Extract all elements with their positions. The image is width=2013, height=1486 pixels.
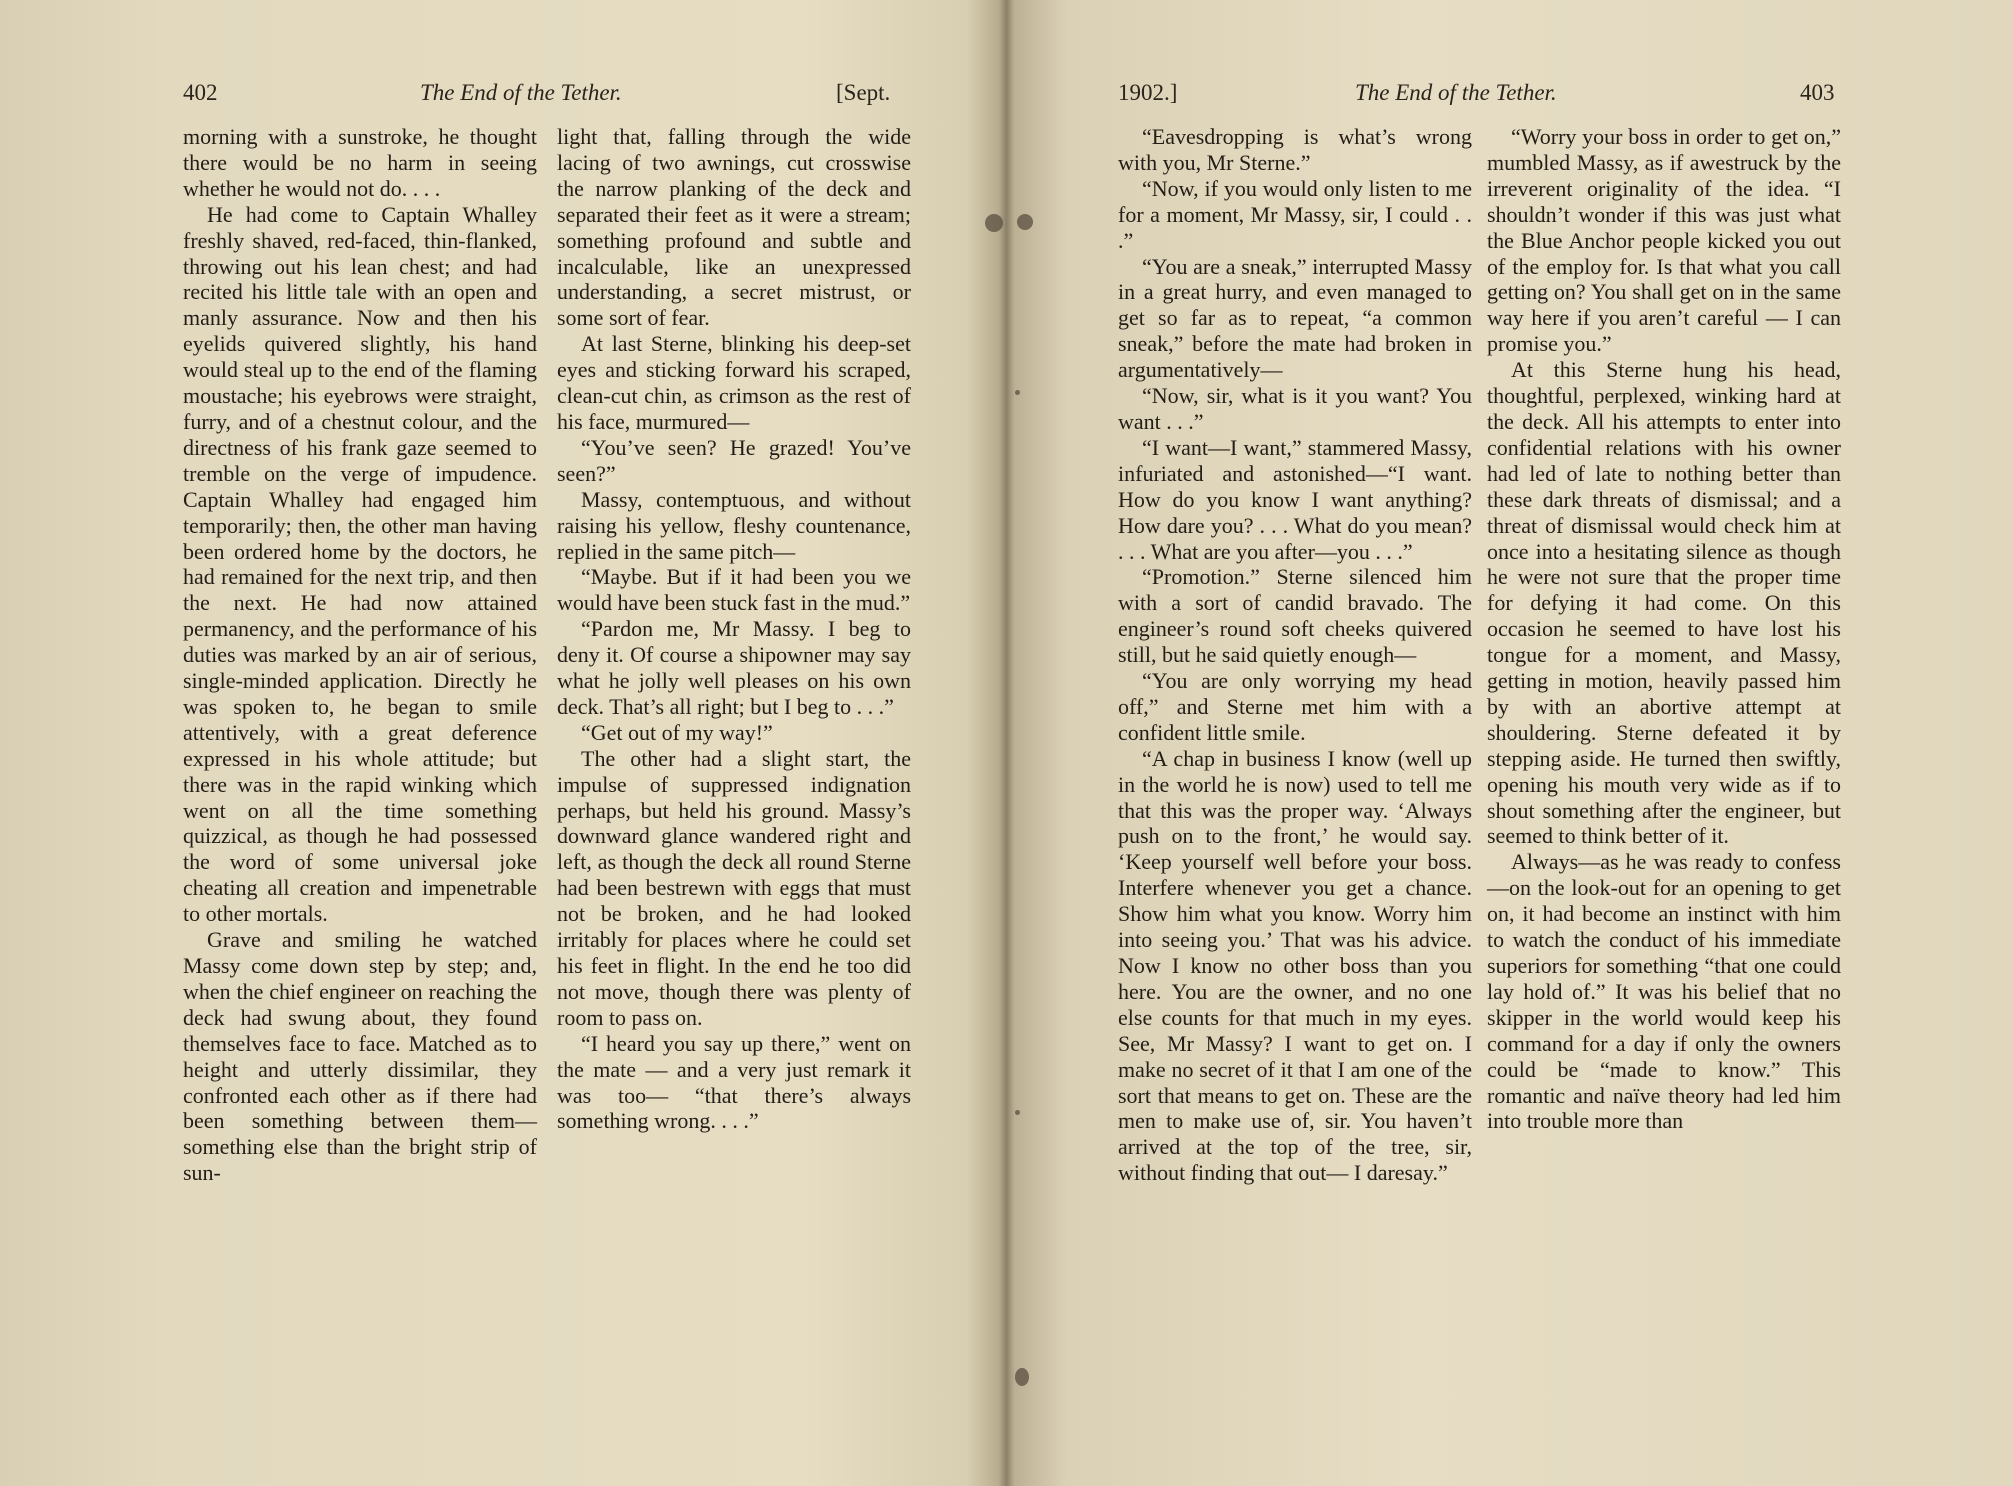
paragraph: Grave and smiling he watched Massy come down step by step; and, when the chief engineer on reaching the deck had swung about, they found themselves face to face. Matched as to height and utterly dissimilar, they confronted each other as if there had been something between them—something else than the bright strip of sun-	[183, 927, 537, 1186]
paragraph: At this Sterne hung his head, thoughtful, perplexed, winking hard at the deck. All his attempts to enter into confidential relations with his owner had led of late to nothing better than these dark threats of dismissal; and a threat of dismissal would check him at once into a hesitating silence as though he were not sure that the proper time for defying it had come. On this occasion he seemed to have lost his tongue for a moment, and Massy, getting in motion, heavily passed him by with an abortive attempt at shouldering. Sterne defeated it by stepping aside. He turned then swiftly, opening his mouth very wide as if to shout something after the engineer, but seemed to think better of it.	[1487, 357, 1841, 849]
left-page-number: 402	[183, 80, 218, 105]
paragraph: “I heard you say up there,” went on the mate — and a very just remark it was too— “that there’s always something wrong. . . .”	[557, 1030, 911, 1134]
paragraph: “You are a sneak,” interrupted Massy in a great hurry, and even managed to get so far as to repeat, “a common sneak,” before the mate had broken in argumentatively—	[1118, 253, 1472, 383]
paragraph: “Promotion.” Sterne silenced him with a sort of candid bravado. The engineer’s round soft cheeks quivered still, but he said quietly enough—	[1118, 564, 1472, 668]
paragraph: “Pardon me, Mr Massy. I beg to deny it. Of course a shipowner may say what he jolly well pleases on his own deck. That’s all right; but I beg to . . .”	[557, 616, 911, 719]
binding-hole	[1015, 1368, 1029, 1386]
left-date-mark: [Sept.	[836, 80, 891, 105]
paragraph: light that, falling through the wide lacing of two awnings, cut crosswise the narrow planking of the deck and separated their feet as it were a stream; something profound and subtle and incalculable, like an unexpressed understanding, a secret mistrust, or some sort of fear.	[557, 124, 911, 331]
paragraph: Massy, contemptuous, and without raising his yellow, fleshy countenance, replied in the same pitch—	[557, 486, 911, 564]
left-column-2	[557, 124, 911, 1134]
binding-dot	[1015, 390, 1020, 395]
paragraph: At last Sterne, blinking his deep-set eyes and sticking forward his scraped, clean-cut chin, as crimson as the rest of his face, murmured—	[557, 331, 911, 434]
left-running-head	[0, 80, 1000, 116]
left-page	[0, 0, 1000, 1486]
right-running-title: The End of the Tether.	[1355, 80, 1557, 105]
paragraph: He had come to Captain Whalley freshly shaved, red-faced, thin-flanked, throwing out his lean chest; and had recited his little tale with an open and manly assurance. Now and then his eyelids quivered slightly, his hand would steal up to the end of the flaming moustache; his eyebrows were straight, furry, and of a chestnut colour, and the directness of his frank gaze seemed to tremble on the verge of impudence. Captain Whalley had engaged him temporarily; then, the other man having been ordered home by the doctors, he had remained for the next trip, and then the next. He had now attained permanency, and the performance of his duties was marked by an air of serious, single-minded application. Directly he was spoken to, he began to smile attentively, with a great deference expressed in his whole attitude; but there was in the rapid winking which went on all the time something quizzical, as though he had possessed the word of some universal joke cheating all creation and impenetrable to other mortals.	[183, 201, 537, 927]
paragraph: morning with a sunstroke, he thought there would be no harm in seeing whether he would not do. . . .	[183, 124, 537, 201]
right-column-2	[1487, 124, 1841, 1134]
paragraph: “A chap in business I know (well up in the world he is now) used to tell me that this was the proper way. ‘Always push on to the front,’ he would say. ‘Keep yourself well before your boss. Interfere whenever you get a chance. Show him what you know. Worry him into seeing you.’ That was his advice. Now I know no other boss than you here. You are the owner, and no one else counts for that much in my eyes. See, Mr Massy? I want to get on. I make no secret of it that I am one of the sort that means to get on. These are the men to make use of, sir. You haven’t arrived at the top of the tree, sir, without finding that out— I daresay.”	[1118, 745, 1472, 1186]
paragraph: “You’ve seen? He grazed! You’ve seen?”	[557, 434, 911, 486]
paragraph: “Worry your boss in order to get on,” mumbled Massy, as if awestruck by the irreverent originality of the idea. “I shouldn’t wonder if this was just what the Blue Anchor people kicked you out of the employ for. Is that what you call getting on? You shall get on in the same way here if you aren’t careful — I can promise you.”	[1487, 124, 1841, 357]
paragraph: “Get out of my way!”	[581, 719, 773, 745]
paragraph: “You are only worrying my head off,” and Sterne met him with a confident little smile.	[1118, 668, 1472, 745]
paragraph: Always—as he was ready to confess—on the look-out for an opening to get on, it had become an instinct with him to watch the conduct of his immediate superiors for something “that one could lay hold of.” It was his belief that no skipper in the world would keep his command for a day if only the owners could be “made to know.” This romantic and naïve theory had led him into trouble more than	[1487, 849, 1841, 1134]
paragraph: “Now, if you would only listen to me for a moment, Mr Massy, sir, I could . . .”	[1118, 175, 1472, 253]
right-date-mark: 1902.]	[1118, 80, 1178, 105]
right-running-head	[1000, 80, 2013, 116]
left-column-1	[183, 124, 537, 1186]
paragraph: “Eavesdropping is what’s wrong with you, Mr Sterne.”	[1118, 124, 1472, 175]
paragraph: The other had a slight start, the impulse of suppressed indignation perhaps, but held his ground. Massy’s downward glance wandered right and left, as though the deck all round Sterne had been bestrewn with eggs that must not be broken, and he had looked irritably for places where he could set his feet in flight. In the end he too did not move, though there was plenty of room to pass on.	[557, 745, 911, 1030]
binding-dot	[1015, 1110, 1020, 1115]
paragraph: “I want—I want,” stammered Massy, infuriated and astonished—“I want. How do you know I want anything? How dare you? . . . What do you mean? . . . What are you after—you . . .”	[1118, 434, 1472, 564]
right-column-1	[1118, 124, 1472, 1186]
left-running-title: The End of the Tether.	[420, 80, 622, 105]
binding-hole	[1017, 214, 1033, 230]
right-page-number: 403	[1800, 80, 1835, 105]
right-page	[1000, 0, 2013, 1486]
binding-hole	[985, 214, 1003, 232]
paragraph: “Now, sir, what is it you want? You want . . .”	[1118, 383, 1472, 434]
paragraph: “Maybe. But if it had been you we would have been stuck fast in the mud.”	[557, 564, 911, 616]
